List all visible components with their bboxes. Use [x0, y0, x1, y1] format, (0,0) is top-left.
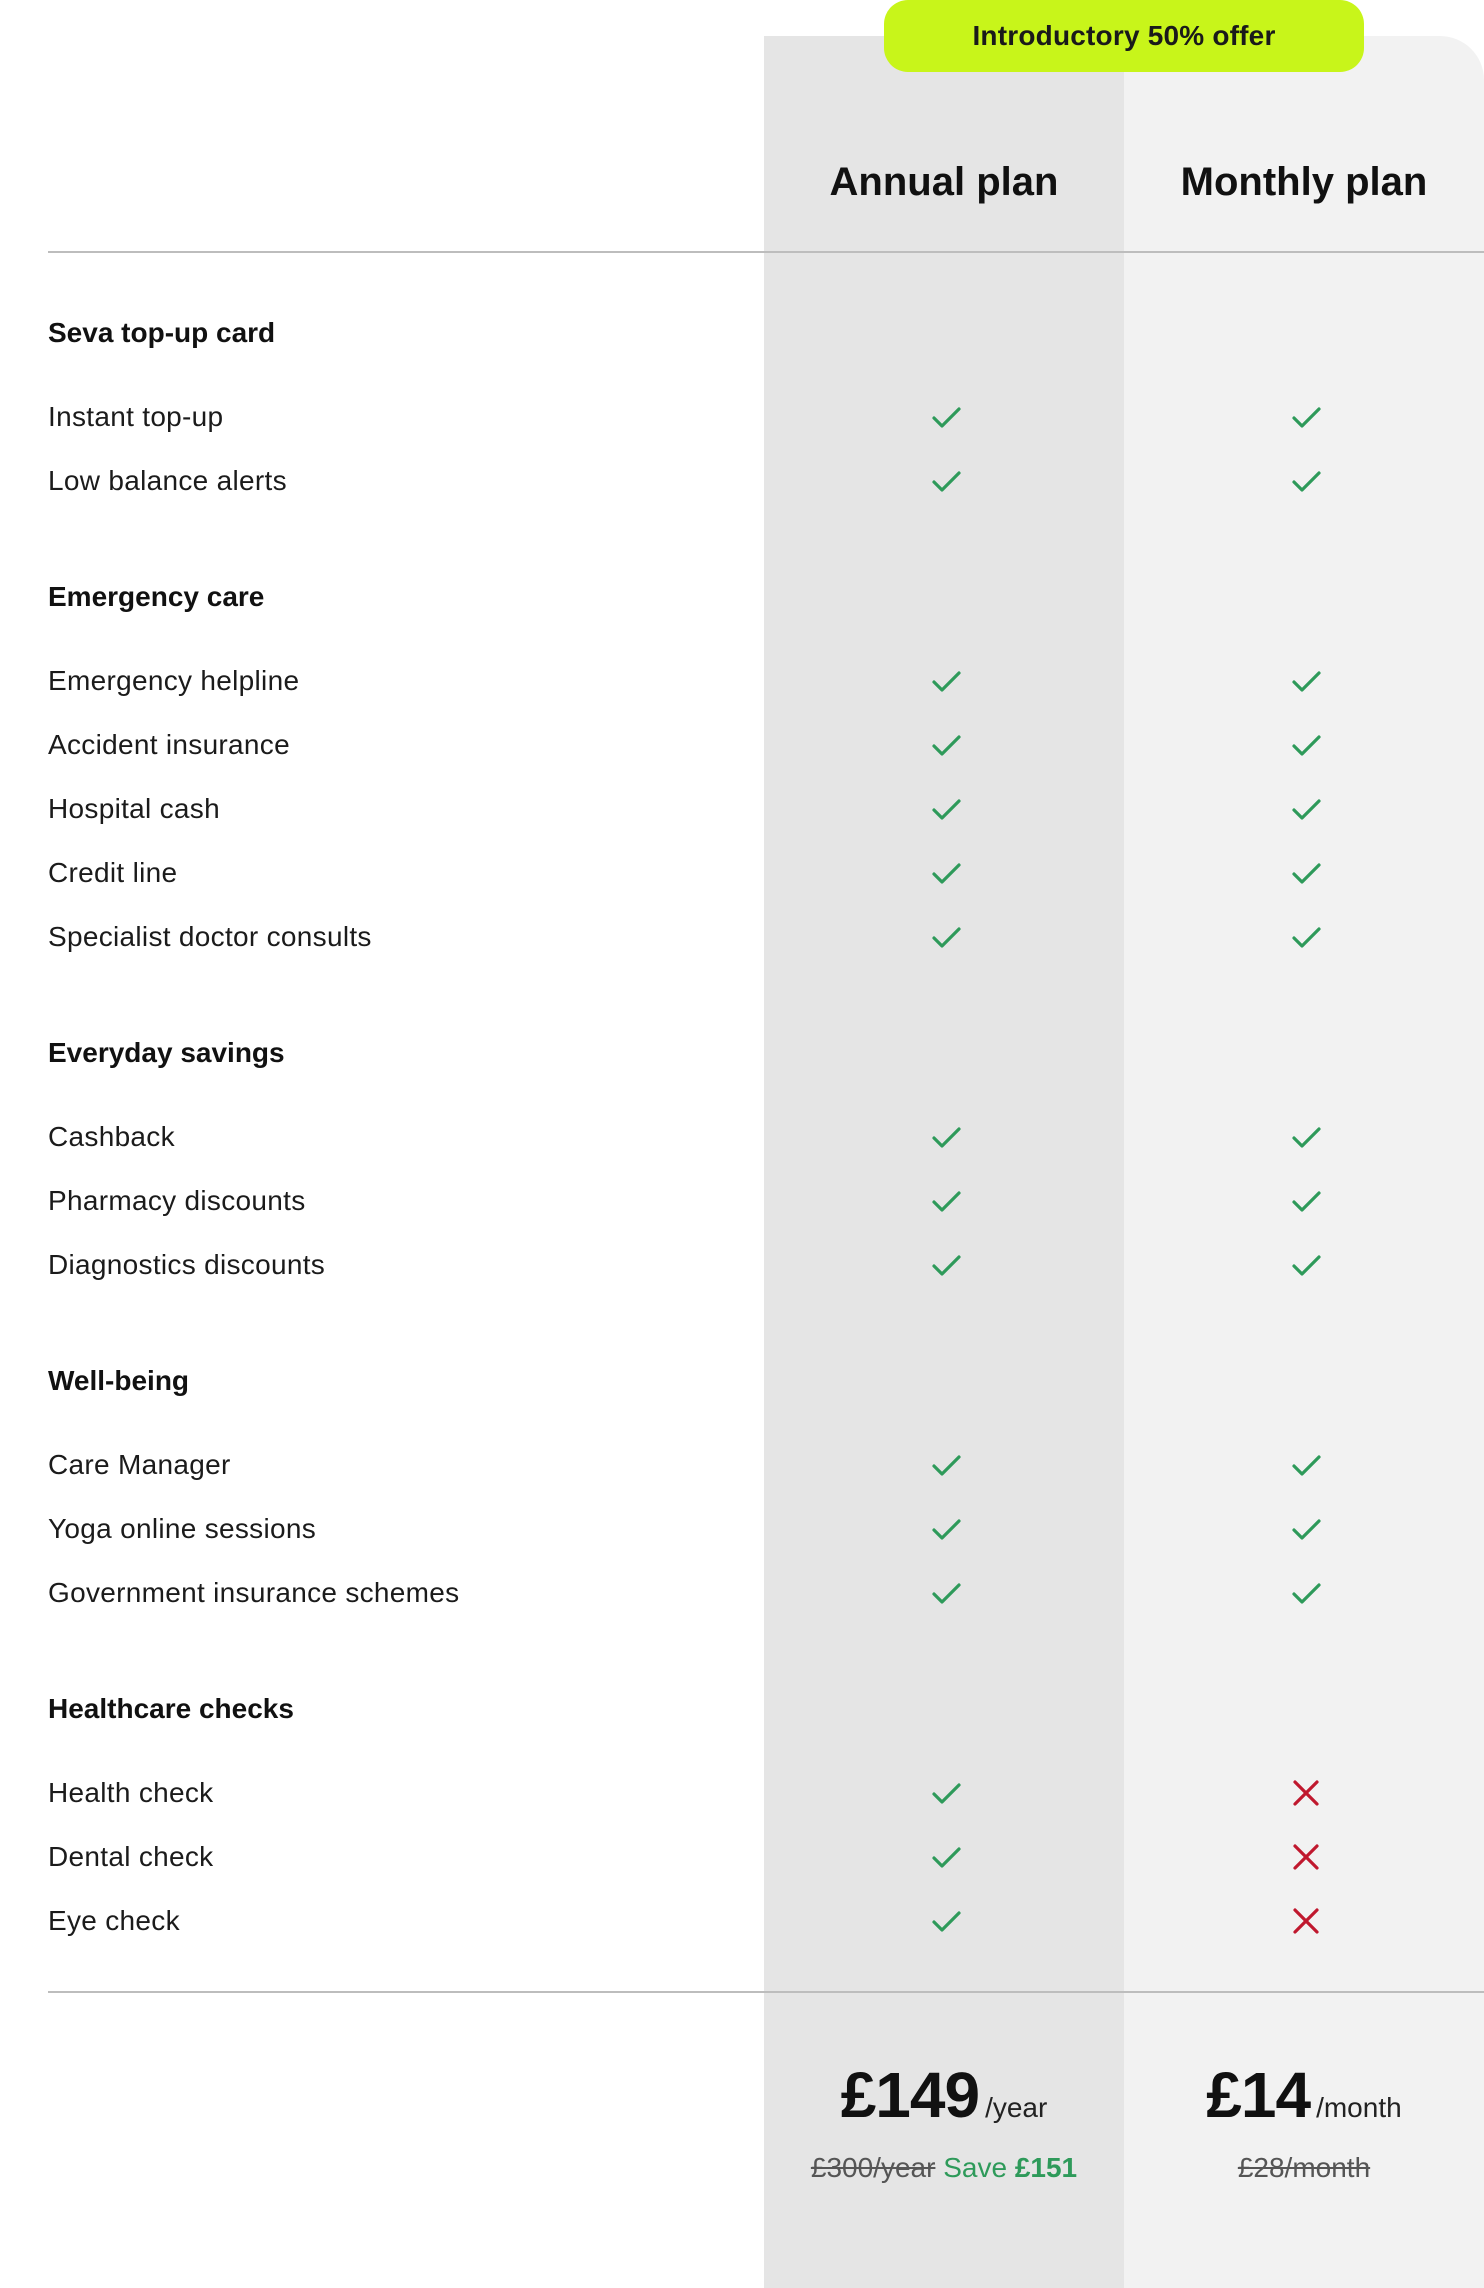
monthly-cross-icon [1286, 1837, 1326, 1877]
annual-check-icon [926, 917, 966, 957]
annual-check-icon [926, 1245, 966, 1285]
feature-label: Diagnostics discounts [48, 1249, 326, 1280]
monthly-plan-heading: Monthly plan [1180, 160, 1428, 204]
annual-check-icon [926, 1901, 966, 1941]
section-title: Healthcare checks [48, 1693, 294, 1724]
feature-label: Accident insurance [48, 729, 290, 760]
annual-check-icon [926, 1573, 966, 1613]
monthly-old-price: £28/month [1237, 2152, 1371, 2183]
monthly-price-unit: /month [1316, 2092, 1402, 2123]
monthly-check-icon [1286, 1117, 1326, 1157]
annual-check-icon [926, 461, 966, 501]
monthly-check-icon [1286, 789, 1326, 829]
feature-label: Hospital cash [48, 793, 220, 824]
annual-check-icon [926, 1837, 966, 1877]
annual-check-icon [926, 1773, 966, 1813]
feature-label: Government insurance schemes [48, 1577, 460, 1608]
feature-label: Credit line [48, 857, 178, 888]
feature-label: Pharmacy discounts [48, 1185, 306, 1216]
monthly-plan-column [1124, 36, 1484, 2288]
feature-label: Care Manager [48, 1449, 231, 1480]
section-title: Emergency care [48, 581, 265, 612]
feature-label: Specialist doctor consults [48, 921, 372, 952]
annual-price [764, 2058, 1124, 2132]
monthly-original-price [1124, 2152, 1484, 2184]
annual-check-icon [926, 661, 966, 701]
annual-plan-heading: Annual plan [829, 160, 1059, 204]
monthly-check-icon [1286, 917, 1326, 957]
annual-check-icon [926, 1445, 966, 1485]
monthly-cross-icon [1286, 1773, 1326, 1813]
feature-label: Dental check [48, 1841, 214, 1872]
monthly-check-icon [1286, 1181, 1326, 1221]
annual-check-icon [926, 789, 966, 829]
monthly-price [1124, 2058, 1484, 2132]
annual-savings-amount: £151 [1014, 2152, 1078, 2183]
introductory-offer-badge: Introductory 50% offer [884, 0, 1364, 72]
monthly-check-icon [1286, 661, 1326, 701]
feature-label: Eye check [48, 1905, 180, 1936]
monthly-check-icon [1286, 461, 1326, 501]
feature-label: Low balance alerts [48, 465, 287, 496]
feature-label: Emergency helpline [48, 665, 300, 696]
monthly-check-icon [1286, 1573, 1326, 1613]
annual-original-price [764, 2152, 1124, 2184]
annual-plan-column [764, 36, 1124, 2288]
annual-savings-label: Save [943, 2152, 1008, 2183]
monthly-check-icon [1286, 725, 1326, 765]
annual-check-icon [926, 397, 966, 437]
annual-price-amount: £149 [840, 2059, 980, 2131]
section-title: Seva top-up card [48, 317, 276, 348]
annual-price-unit: /year [985, 2092, 1048, 2123]
annual-check-icon [926, 1117, 966, 1157]
annual-savings [943, 2152, 1077, 2183]
feature-label: Yoga online sessions [48, 1513, 317, 1544]
section-title: Everyday savings [48, 1037, 285, 1068]
annual-check-icon [926, 1181, 966, 1221]
monthly-cross-icon [1286, 1901, 1326, 1941]
monthly-price-amount: £14 [1206, 2059, 1311, 2131]
section-title: Well-being [48, 1365, 190, 1396]
monthly-check-icon [1286, 1509, 1326, 1549]
annual-check-icon [926, 725, 966, 765]
monthly-check-icon [1286, 853, 1326, 893]
monthly-check-icon [1286, 1245, 1326, 1285]
monthly-check-icon [1286, 1445, 1326, 1485]
header-divider [48, 251, 1484, 253]
monthly-check-icon [1286, 397, 1326, 437]
feature-label: Cashback [48, 1121, 175, 1152]
annual-check-icon [926, 1509, 966, 1549]
feature-label: Health check [48, 1777, 214, 1808]
annual-old-price: £300/year [810, 2152, 936, 2183]
pricing-divider [48, 1991, 1484, 1993]
feature-label: Instant top-up [48, 401, 224, 432]
annual-check-icon [926, 853, 966, 893]
